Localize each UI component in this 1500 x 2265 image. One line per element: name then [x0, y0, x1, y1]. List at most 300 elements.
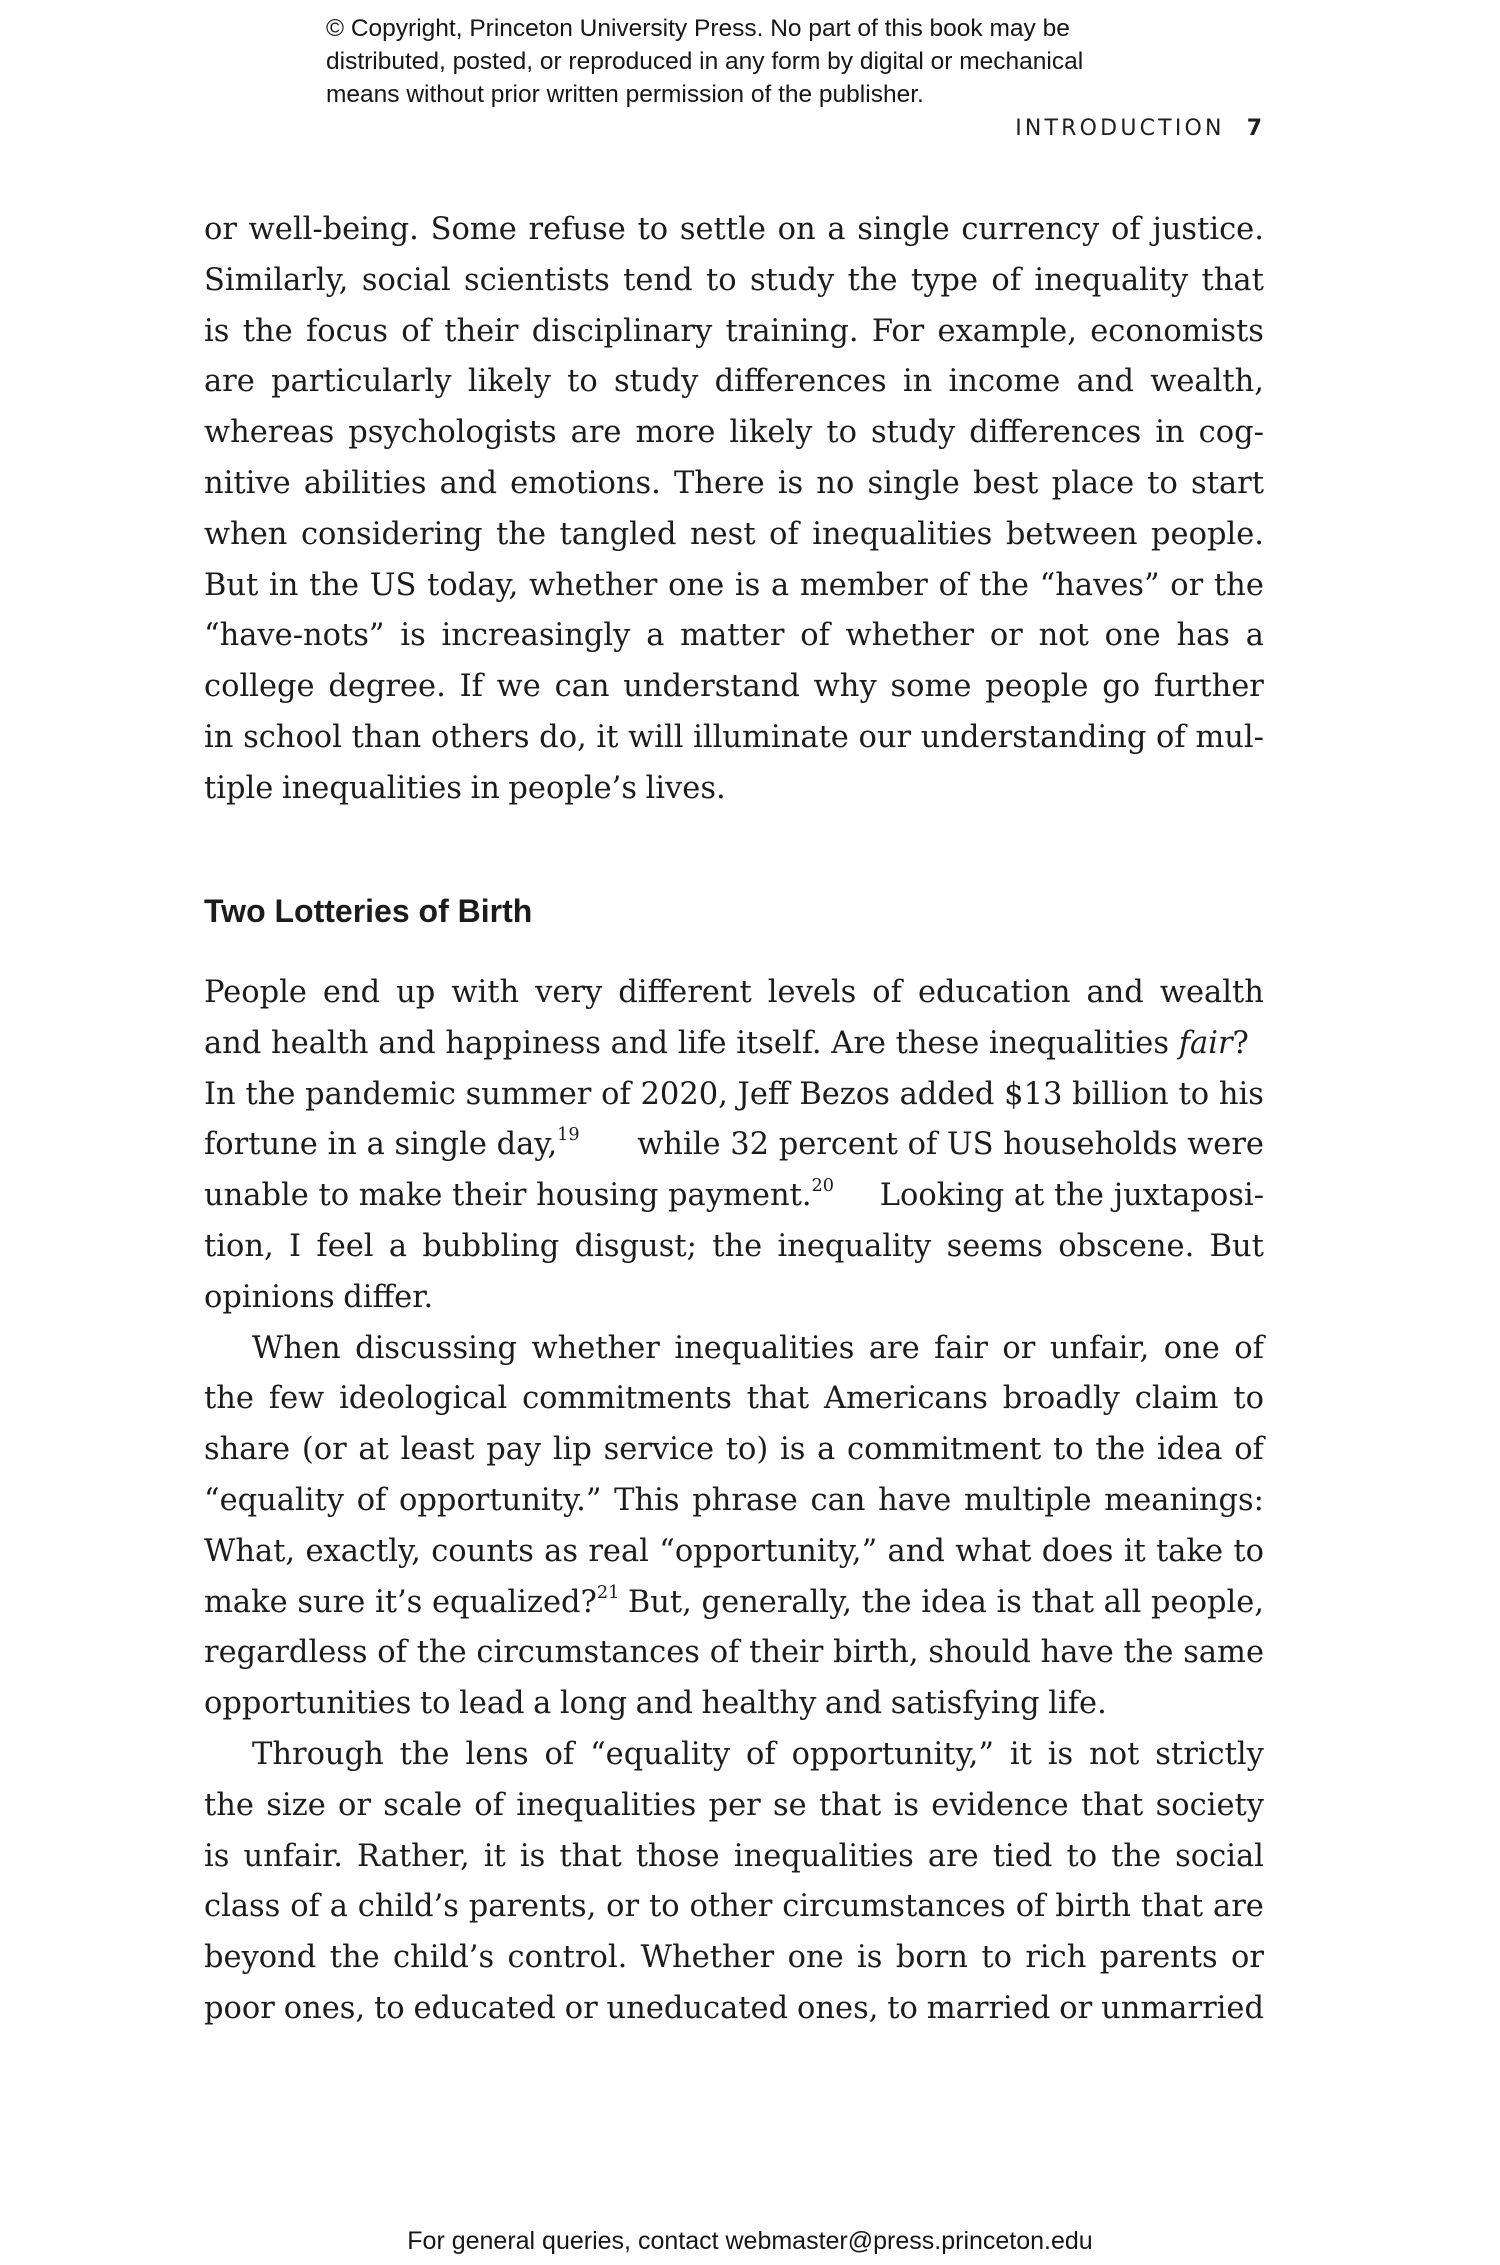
text-line: [204, 968, 1264, 1019]
word: can: [810, 1482, 866, 1518]
word: US: [369, 567, 417, 603]
word: beyond: [204, 1940, 317, 1976]
word: and: [824, 1686, 883, 1722]
text-line: [204, 1882, 1264, 1933]
word: and: [1076, 364, 1134, 400]
word: the: [309, 567, 360, 603]
word: a: [1245, 618, 1264, 654]
word: se: [772, 1787, 807, 1823]
word: no: [816, 465, 855, 501]
word: whether: [531, 1330, 660, 1366]
word: go: [1102, 669, 1141, 705]
word: “opportunity,”: [659, 1533, 878, 1569]
word: a: [770, 567, 790, 603]
word: up: [396, 975, 436, 1010]
word: income: [948, 364, 1061, 400]
word: the: [416, 1635, 467, 1671]
word: to: [1066, 1838, 1098, 1874]
word: or: [204, 212, 237, 247]
word: to: [1052, 1432, 1084, 1468]
word: to: [648, 1889, 680, 1925]
word: type: [910, 262, 978, 298]
word: If: [459, 669, 483, 705]
word: a: [533, 1686, 552, 1722]
word: study: [870, 415, 956, 451]
text-line: [204, 459, 1264, 510]
word: counts: [431, 1533, 534, 1569]
word: whether: [845, 618, 975, 654]
text-line: [204, 1933, 1264, 1984]
word: or: [1231, 1940, 1264, 1976]
word: to: [981, 1940, 1012, 1976]
line-text: unable to make their housing payment.: [204, 1178, 812, 1214]
word: are: [868, 1330, 920, 1366]
word: further: [1153, 669, 1264, 705]
word: Rather,: [357, 1838, 470, 1874]
word: or: [606, 1889, 640, 1925]
word: to: [1233, 1381, 1264, 1417]
text-line: [204, 1425, 1264, 1476]
word: per: [708, 1787, 761, 1823]
word: (or: [301, 1432, 347, 1468]
word: claim: [1134, 1381, 1219, 1417]
word: strictly: [1155, 1736, 1264, 1772]
copyright-line: © Copyright, Princeton University Press. No part of this book may be: [326, 15, 1070, 42]
word: that: [1080, 1787, 1144, 1823]
word: are: [927, 1838, 979, 1874]
word: lives.: [645, 770, 726, 806]
word: in: [1155, 415, 1185, 451]
word: have: [1040, 1635, 1114, 1671]
line-text: and health and happiness and life itself. Are these inequalities: [204, 1025, 1170, 1061]
running-head-section: INTRODUCTION: [1015, 116, 1225, 141]
word: uneducated: [606, 1990, 789, 2026]
word: For: [871, 313, 925, 349]
word: is: [519, 1838, 546, 1874]
word: life.: [1048, 1686, 1107, 1722]
word: seems: [946, 1228, 1043, 1264]
word: the: [242, 313, 293, 349]
word: to: [374, 1990, 405, 2026]
word: of: [1156, 719, 1186, 755]
text-line: [204, 1781, 1264, 1832]
word: are: [204, 364, 255, 400]
word: it: [1009, 1736, 1032, 1772]
word: is: [1047, 1736, 1074, 1772]
word: emotions.: [510, 465, 661, 501]
word: pay: [486, 1432, 542, 1468]
word: “equality: [590, 1736, 731, 1772]
word: tangled: [559, 516, 677, 552]
text-line: [204, 1324, 1264, 1375]
word: few: [268, 1381, 325, 1417]
text-line: [204, 561, 1264, 612]
word: and: [439, 465, 497, 501]
word: mul-: [1195, 719, 1264, 755]
text-line: [204, 1222, 1264, 1273]
word: people: [985, 669, 1089, 705]
word: summer: [465, 1076, 592, 1112]
text-line: [204, 1527, 1264, 1578]
word: study: [749, 262, 835, 298]
text-line: [204, 1273, 1264, 1324]
word: discussing: [355, 1330, 518, 1366]
word: married: [926, 1990, 1051, 2026]
word: real: [588, 1533, 649, 1569]
word: our: [858, 719, 912, 755]
word: psychologists: [348, 415, 557, 451]
word: inequality: [777, 1228, 932, 1264]
word: of: [872, 975, 902, 1010]
word: parents,: [468, 1889, 597, 1925]
word: birth: [1055, 1889, 1131, 1925]
word: of: [1110, 212, 1141, 247]
word: particularly: [271, 364, 452, 400]
word: to: [637, 212, 669, 247]
word: 2020,: [640, 1076, 728, 1112]
word: has: [1176, 618, 1230, 654]
word: are: [1213, 1889, 1264, 1925]
word: birth,: [833, 1635, 919, 1671]
word: Jeff: [737, 1076, 790, 1112]
word: satisfying: [890, 1686, 1040, 1722]
text-line: [204, 1476, 1264, 1527]
word: scale: [383, 1787, 463, 1823]
word: that: [746, 1381, 810, 1417]
word: or: [1002, 1330, 1036, 1366]
word: the: [204, 1381, 254, 1417]
word: education: [917, 975, 1071, 1010]
word: are: [570, 415, 622, 451]
word: Americans: [823, 1381, 988, 1417]
word: circumstances: [476, 1635, 700, 1671]
word: opinions: [204, 1279, 335, 1315]
word: likely: [729, 415, 813, 451]
footnote-ref: 19: [557, 1125, 580, 1146]
word: of: [709, 1635, 740, 1671]
word: least: [400, 1432, 475, 1468]
text-line: [204, 1628, 1264, 1679]
text-line: [204, 510, 1264, 561]
word: their: [444, 313, 519, 349]
footnote-ref: 21: [596, 1582, 620, 1603]
word: others: [430, 719, 530, 755]
word: “equality: [204, 1482, 344, 1518]
word: does: [1041, 1533, 1114, 1569]
word: or: [989, 618, 1023, 654]
paragraph-continued: [204, 205, 1264, 815]
word: same: [1183, 1635, 1264, 1671]
word: when: [204, 516, 288, 552]
word: the: [712, 1228, 763, 1264]
word: commitment: [847, 1432, 1042, 1468]
word: or: [564, 1990, 598, 2026]
word: the: [399, 1736, 450, 1772]
text-line: [204, 205, 1264, 256]
word: to: [1233, 1533, 1264, 1569]
word: why: [813, 669, 877, 705]
word: circumstances: [782, 1889, 1006, 1925]
word: between: [1005, 516, 1138, 552]
word: size: [266, 1787, 326, 1823]
word: of: [601, 1076, 631, 1112]
word: child’s: [393, 1940, 495, 1976]
word: one: [668, 567, 725, 603]
word: is: [734, 567, 761, 603]
word: degree.: [328, 669, 446, 705]
word: tiple: [204, 770, 274, 806]
word: inequalities: [812, 516, 993, 552]
word: broadly: [1002, 1381, 1120, 1417]
word: one: [1163, 1330, 1220, 1366]
word: training.: [725, 313, 859, 349]
word: added: [899, 1076, 995, 1112]
word: example,: [937, 313, 1077, 349]
word: member: [799, 567, 928, 603]
word: in: [470, 770, 500, 806]
word: inequalities: [516, 1787, 697, 1823]
word: scientists: [464, 262, 610, 298]
word: “haves”: [1039, 567, 1160, 603]
word: tion,: [204, 1228, 274, 1264]
word: a: [388, 1228, 408, 1264]
word: economists: [1090, 313, 1264, 349]
word: the: [204, 1787, 254, 1823]
word: What,: [204, 1533, 296, 1569]
word: of: [800, 618, 830, 654]
running-head: [1015, 116, 1262, 141]
word: of: [401, 313, 431, 349]
word: understanding: [920, 719, 1147, 755]
word: opportunity.”: [399, 1482, 602, 1518]
word: In: [204, 1076, 236, 1112]
word: inequalities: [733, 1838, 914, 1874]
word: is: [400, 618, 426, 654]
word: we: [496, 669, 541, 705]
text-line: [204, 1171, 1264, 1222]
word: that: [1201, 262, 1264, 298]
word: tend: [623, 262, 693, 298]
word: as: [544, 1533, 579, 1569]
word: unmarried: [1101, 1990, 1264, 2026]
word: inequalities: [281, 770, 462, 806]
word: have: [878, 1482, 952, 1518]
text-line: [204, 1070, 1264, 1121]
word: in: [269, 567, 299, 603]
word: a: [817, 1432, 836, 1468]
word: of: [938, 567, 969, 603]
word: of: [544, 1736, 575, 1772]
word: more: [635, 415, 716, 451]
text-line: [204, 1374, 1264, 1425]
word: rich: [1025, 1940, 1087, 1976]
word: is: [777, 465, 804, 501]
word: start: [1191, 465, 1264, 501]
word: that: [818, 1787, 882, 1823]
word: of: [1015, 1889, 1046, 1925]
word: whereas: [204, 415, 335, 451]
word: it: [596, 719, 619, 755]
word: feel: [316, 1228, 374, 1264]
word: cog-: [1198, 415, 1264, 451]
word: share: [204, 1432, 291, 1468]
word: that: [1140, 1889, 1204, 1925]
word: settle: [679, 212, 766, 247]
word: differ.: [343, 1279, 434, 1315]
word: will: [628, 719, 684, 755]
word: those: [635, 1838, 720, 1874]
word: single: [857, 212, 950, 247]
word: social: [1175, 1838, 1264, 1874]
word: in: [204, 719, 234, 755]
word: today,: [427, 567, 519, 603]
text-line: [204, 1019, 1264, 1070]
word: of: [991, 262, 1022, 298]
word: class: [204, 1889, 281, 1925]
word: the: [496, 516, 547, 552]
word: the: [978, 567, 1029, 603]
word: their: [749, 1635, 824, 1671]
line-text: fortune in a single day,: [204, 1127, 558, 1163]
word: fair: [934, 1330, 988, 1366]
word: some: [890, 669, 972, 705]
line-text: ?: [1232, 1025, 1249, 1061]
word: to: [887, 1990, 918, 2026]
word: child’s: [357, 1889, 459, 1925]
emphasis-text: fair: [1178, 1025, 1233, 1061]
word: the: [329, 1940, 380, 1976]
word: to: [1147, 465, 1178, 501]
word: and: [887, 1533, 945, 1569]
word: the: [1213, 567, 1264, 603]
word: to): [725, 1432, 769, 1468]
section-heading: Two Lotteries of Birth: [204, 893, 533, 929]
text-line: [204, 307, 1264, 358]
word: wealth: [1159, 975, 1264, 1010]
word: matter: [680, 618, 785, 654]
word: parents: [1099, 1940, 1218, 1976]
text-line: [204, 408, 1264, 459]
footnote-ref: 20: [811, 1176, 835, 1197]
word: is: [857, 1940, 883, 1976]
word: inequalities: [674, 1330, 855, 1366]
word: what: [955, 1533, 1032, 1569]
word: disgust;: [574, 1228, 697, 1264]
word: bubbling: [422, 1228, 560, 1264]
word: phrase: [692, 1482, 798, 1518]
word: of: [290, 1889, 320, 1925]
word: to: [567, 364, 598, 400]
word: of: [356, 1482, 387, 1518]
word: or: [338, 1787, 371, 1823]
word: poor: [204, 1990, 275, 2026]
word: than: [351, 719, 422, 755]
word: a: [646, 618, 665, 654]
line-text: But, generally, the idea is that all people,: [627, 1584, 1264, 1620]
word: is: [204, 1838, 230, 1874]
word: Similarly,: [204, 262, 349, 298]
text-line: [204, 1679, 1264, 1730]
word: ones,: [797, 1990, 879, 2026]
word: meanings:: [1104, 1482, 1264, 1518]
word: is: [204, 313, 230, 349]
word: the: [1123, 1635, 1174, 1671]
word: a: [827, 212, 846, 247]
text-line: [204, 357, 1264, 408]
word: increasingly: [441, 618, 631, 654]
word: tied: [992, 1838, 1053, 1874]
word: Whether: [640, 1940, 775, 1976]
word: considering: [300, 516, 483, 552]
word: is: [893, 1787, 920, 1823]
word: with: [451, 975, 520, 1010]
text-line: [204, 1984, 1264, 2035]
word: nest: [689, 516, 756, 552]
word: billion: [1072, 1076, 1169, 1112]
word: take: [1156, 1533, 1224, 1569]
word: that: [559, 1838, 622, 1874]
word: in: [902, 364, 933, 400]
word: do,: [539, 719, 587, 755]
word: When: [252, 1330, 341, 1366]
word: or: [1059, 1990, 1093, 2026]
word: people’s: [508, 770, 637, 806]
word: pandemic: [305, 1076, 456, 1112]
word: a: [329, 1889, 348, 1925]
word: commitments: [522, 1381, 732, 1417]
word: levels: [767, 975, 857, 1010]
word: This: [614, 1482, 680, 1518]
word: at: [358, 1432, 389, 1468]
word: the: [1111, 1838, 1162, 1874]
word: opportunity,”: [791, 1736, 994, 1772]
word: on: [777, 212, 816, 247]
word: society: [1155, 1787, 1264, 1823]
word: single: [867, 465, 960, 501]
word: disciplinary: [531, 313, 713, 349]
word: born: [895, 1940, 968, 1976]
word: Through: [252, 1736, 384, 1772]
word: But: [204, 567, 259, 603]
word: educated: [413, 1990, 556, 2026]
word: one: [787, 1940, 844, 1976]
word: Some: [430, 212, 517, 247]
word: one: [1104, 618, 1161, 654]
word: regardless: [204, 1635, 368, 1671]
text-line: [204, 764, 1264, 815]
word: People: [204, 975, 307, 1010]
word: whether: [529, 567, 658, 603]
word: exactly,: [305, 1533, 421, 1569]
text-line: [204, 256, 1264, 307]
word: his: [1218, 1076, 1264, 1112]
text-line: [204, 713, 1264, 764]
word: to: [1178, 1076, 1210, 1112]
word: not: [1089, 1736, 1140, 1772]
line-text: while 32 percent of US households were: [637, 1127, 1264, 1163]
word: idea: [1156, 1432, 1223, 1468]
word: lens: [465, 1736, 529, 1772]
word: differences: [969, 415, 1142, 451]
word: currency: [961, 212, 1100, 247]
word: opportunities: [204, 1686, 412, 1722]
word: long: [559, 1686, 628, 1722]
copyright-line: distributed, posted, or reproduced in any form by digital or mechanical: [326, 48, 1084, 75]
page-number: 7: [1246, 116, 1262, 141]
word: likely: [467, 364, 551, 400]
word: inequality: [1034, 262, 1189, 298]
line-text: Looking at the juxtaposi-: [879, 1178, 1264, 1214]
